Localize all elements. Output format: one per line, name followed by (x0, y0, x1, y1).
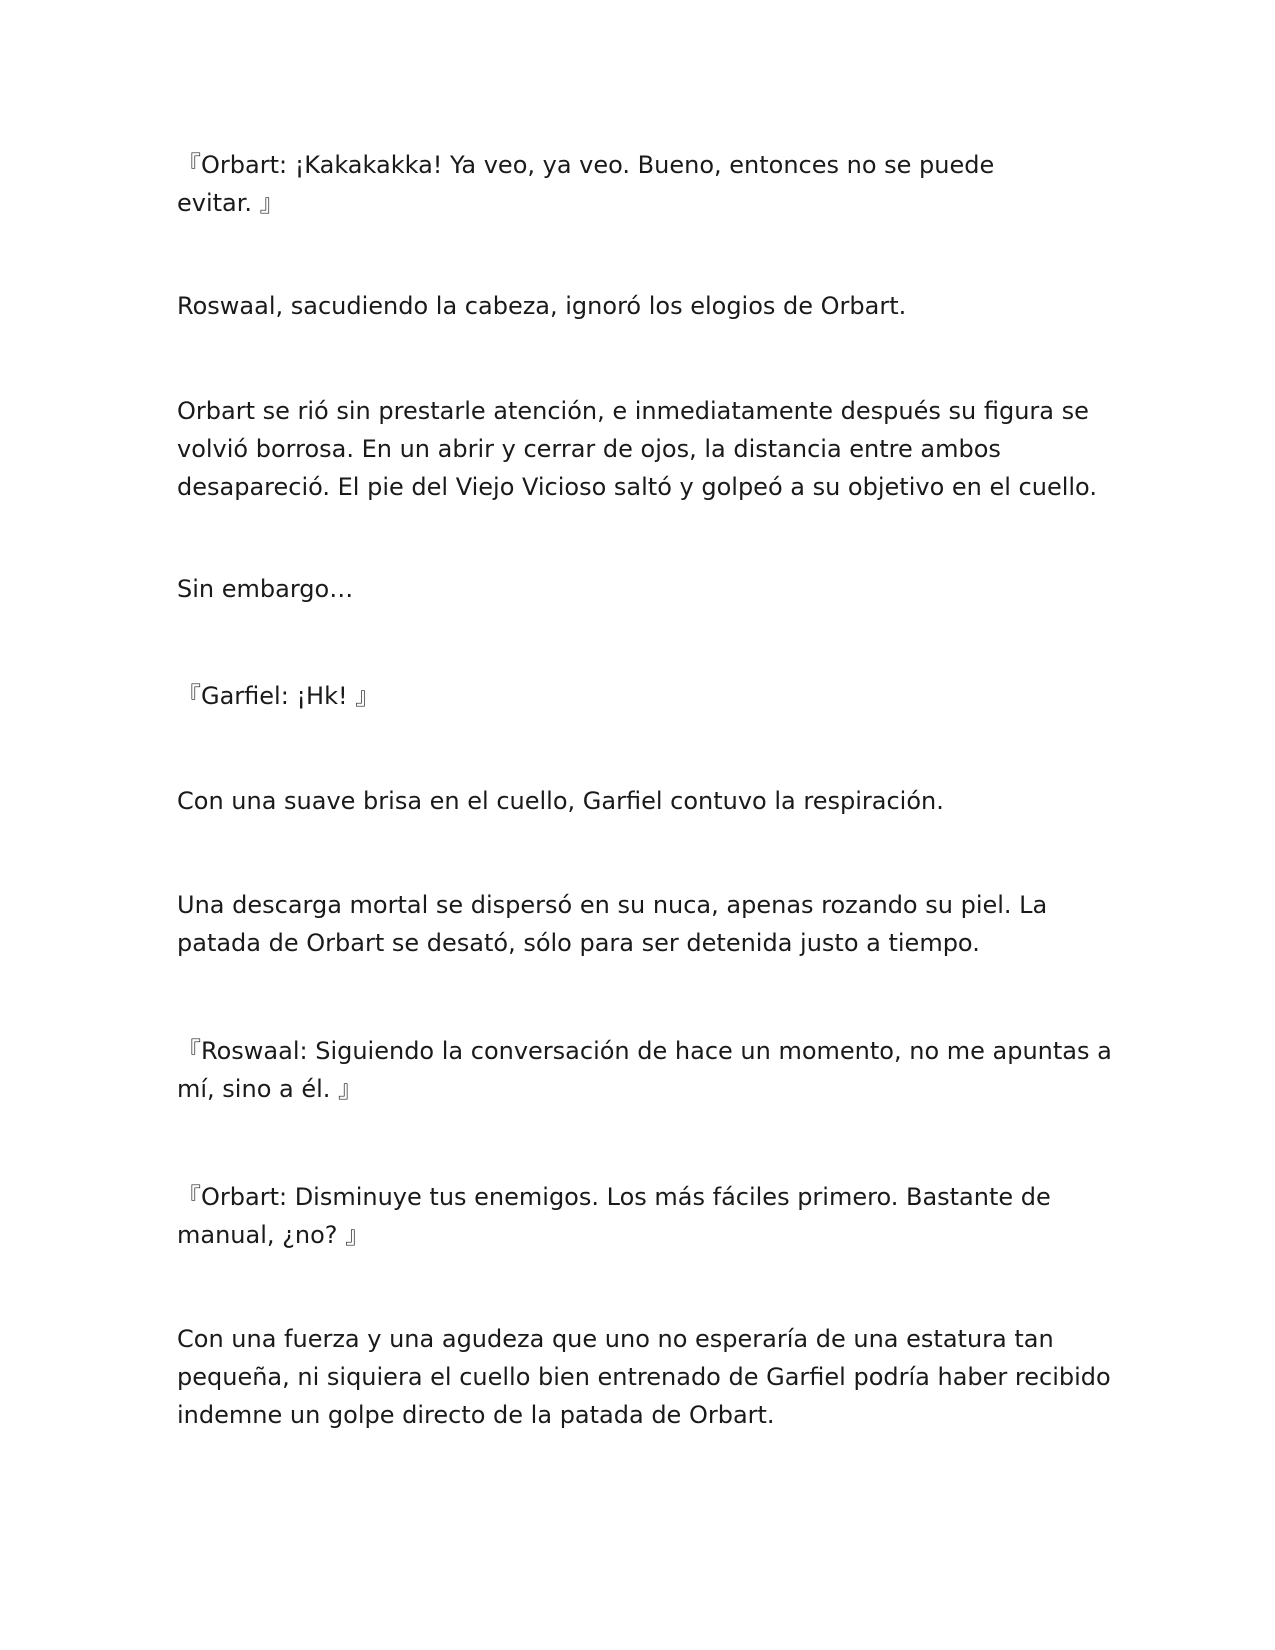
dialogue-roswaal: 『Roswaal: Siguiendo la conversación de hace un momento, no me apuntas a mí, sino a él. 』 (177, 1037, 1112, 1103)
narration-paragraph: Una descarga mortal se dispersó en su nuca, apenas rozando su piel. La patada de Orbart se desató, sólo para ser detenida justo a tiempo. (177, 891, 1048, 957)
narration-paragraph: Con una fuerza y una agudeza que uno no esperaría de una estatura tan pequeña, ni siquiera el cuello bien entrenado de Garfiel podría haber recibido indemne un golpe directo de la patada de Orbart. (177, 1325, 1111, 1429)
dialogue-garfiel: 『Garfiel: ¡Hk! 』 (177, 682, 380, 710)
narration-paragraph: Con una suave brisa en el cuello, Garfiel contuvo la respiración. (177, 787, 944, 815)
dialogue-orbart-2: 『Orbart: Disminuye tus enemigos. Los más fáciles primero. Bastante de manual, ¿no? 』 (177, 1183, 1051, 1249)
dialogue-orbart-1: 『Orbart: ¡Kakakakka! Ya veo, ya veo. Bueno, entonces no se puede evitar. 』 (177, 151, 995, 217)
narration-paragraph: Roswaal, sacudiendo la cabeza, ignoró los elogios de Orbart. (177, 292, 907, 320)
narration-paragraph: Orbart se rió sin prestarle atención, e inmediatamente después su figura se volvió borrosa. En un abrir y cerrar de ojos, la distancia entre ambos desapareció. El pie del Viejo Vicioso saltó y golpeó a su objetivo en el cuello. (177, 397, 1097, 501)
narration-paragraph: Sin embargo… (177, 575, 354, 603)
